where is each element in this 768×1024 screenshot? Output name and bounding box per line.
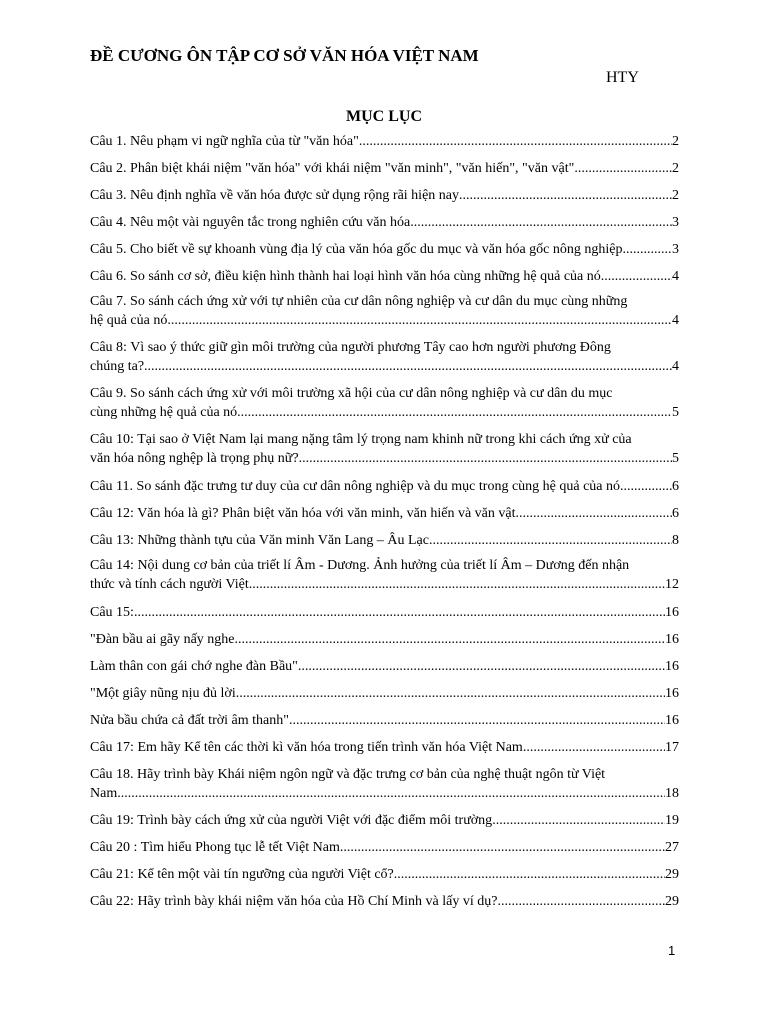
toc-dot-leader <box>167 311 672 330</box>
toc-entry <box>90 384 679 422</box>
toc-dot-leader <box>516 504 673 523</box>
toc-entry <box>90 738 679 757</box>
toc-dot-leader <box>299 449 672 468</box>
toc-dot-leader <box>394 865 665 884</box>
toc-dot-leader <box>492 811 665 830</box>
toc-entry <box>90 603 679 622</box>
toc-entry-text: Câu 15: <box>90 605 134 620</box>
toc-entry <box>90 504 679 523</box>
toc-page-number: 8 <box>672 533 679 548</box>
toc-entry-text: Câu 2. Phân biệt khái niệm "văn hóa" với khái niệm "văn minh", "văn hiến", "văn vật" <box>90 161 575 176</box>
toc-page-number: 12 <box>665 577 679 592</box>
toc-entry <box>90 556 679 594</box>
toc-page-number: 6 <box>672 479 679 494</box>
toc-entry <box>90 838 679 857</box>
toc-entry-text: Câu 8: Vì sao ý thức giữ gìn môi trường của người phương Tây cao hơn người phương Đông <box>90 340 611 355</box>
toc-entry <box>90 477 679 496</box>
toc-page-number: 29 <box>665 867 679 882</box>
toc-dot-leader <box>134 603 665 622</box>
toc-page-number: 6 <box>672 506 679 521</box>
toc-entry <box>90 186 679 205</box>
toc-dot-leader <box>236 684 665 703</box>
toc-page-number: 2 <box>672 161 679 176</box>
toc-page-number: 3 <box>672 215 679 230</box>
toc-entry <box>90 765 679 803</box>
toc-entry-text: Câu 20 : Tìm hiểu Phong tục lễ tết Việt Nam <box>90 840 340 855</box>
toc-entry-text: chúng ta? <box>90 359 145 374</box>
toc-page-number: 19 <box>665 813 679 828</box>
toc-page-number: 3 <box>672 242 679 257</box>
toc-entry-text: Câu 3. Nêu định nghĩa về văn hóa được sử dụng rộng rãi hiện nay <box>90 188 459 203</box>
toc-entry-text: Câu 5. Cho biết về sự khoanh vùng địa lý của văn hóa gốc du mục và văn hóa gốc nông nghiệp. <box>90 242 626 257</box>
toc-entry <box>90 240 679 259</box>
toc-entry-text: "Đàn bầu ai gãy nấy nghe <box>90 632 235 647</box>
toc-entry-text: Nam <box>90 786 118 801</box>
toc-entry <box>90 338 679 376</box>
toc-dot-leader <box>459 186 672 205</box>
toc-entry <box>90 865 679 884</box>
toc-entry-text: Nửa bầu chứa cả đất trời âm thanh" <box>90 713 289 728</box>
toc-entry-text: cùng những hệ quả của nó <box>90 405 238 420</box>
toc-entry-text: Câu 19: Trình bày cách ứng xử của người Việt với đặc điểm môi trường <box>90 813 493 828</box>
toc-dot-leader <box>289 711 665 730</box>
toc-page-number: 4 <box>672 269 679 284</box>
toc-entry-text: Câu 14: Nội dung cơ bản của triết lí Âm - Dương. Ảnh hưởng của triết lí Âm – Dương đến nhận <box>90 558 630 573</box>
toc-entry <box>90 711 679 730</box>
toc-page-number: 16 <box>665 713 679 728</box>
toc-dot-leader <box>144 357 672 376</box>
page-number: 1 <box>668 943 676 958</box>
toc-page-number: 18 <box>665 786 679 801</box>
toc-entry <box>90 132 679 151</box>
toc-page-number: 16 <box>665 686 679 701</box>
toc-entry-text: Câu 22: Hãy trình bày khái niệm văn hóa của Hồ Chí Minh và lấy ví dụ? <box>90 894 498 909</box>
author-initials: HTY <box>606 69 639 86</box>
toc-entry-text: Câu 4. Nêu một vài nguyên tắc trong nghiên cứu văn hóa <box>90 215 411 230</box>
toc-heading: MỤC LỤC <box>346 108 422 125</box>
toc-entry-text: Câu 6. So sánh cơ sở, điều kiện hình thành hai loại hình văn hóa cùng những hệ quả của nó <box>90 269 601 284</box>
toc-page-number: 17 <box>665 740 679 755</box>
toc-entry <box>90 159 679 178</box>
toc-dot-leader <box>523 738 665 757</box>
toc-dot-leader <box>340 838 665 857</box>
toc-entry <box>90 267 679 286</box>
toc-dot-leader <box>601 267 672 286</box>
toc-entry-text: Làm thân con gái chớ nghe đàn Bầu" <box>90 659 298 674</box>
toc-entry-text: thức và tính cách người Việt <box>90 577 249 592</box>
toc-entry-text: Câu 18. Hãy trình bày Khái niệm ngôn ngữ và đặc trưng cơ bản của nghệ thuật ngôn từ Việt <box>90 767 606 782</box>
toc-dot-leader <box>624 477 672 496</box>
toc-entry <box>90 811 679 830</box>
document-title: ĐỀ CƯƠNG ÔN TẬP CƠ SỞ VĂN HÓA VIỆT NAM <box>90 46 479 65</box>
toc-entry-text: Câu 10: Tại sao ở Việt Nam lại mang nặng tâm lý trọng nam khinh nữ trong khi cách ứng xử của <box>90 432 632 447</box>
toc-page-number: 5 <box>672 405 679 420</box>
toc-entry <box>90 213 679 232</box>
toc-entry-text: Câu 7. So sánh cách ứng xử với tự nhiên của cư dân nông nghiệp và cư dân du mục cùng những <box>90 294 628 309</box>
toc-dot-leader <box>429 531 672 550</box>
toc-page-number: 5 <box>672 451 679 466</box>
toc-dot-leader <box>298 657 665 676</box>
toc-dot-leader <box>359 132 672 151</box>
toc-page-number: 2 <box>672 188 679 203</box>
toc-page-number: 4 <box>672 359 679 374</box>
toc-dot-leader <box>574 159 672 178</box>
toc-entry-text: Câu 12: Văn hóa là gì? Phân biệt văn hóa với văn minh, văn hiến và văn vật <box>90 506 516 521</box>
toc-entry-text: Câu 17: Em hãy Kể tên các thời kì văn hóa trong tiến trình văn hóa Việt Nam <box>90 740 523 755</box>
toc-entry <box>90 630 679 649</box>
toc-dot-leader <box>237 403 672 422</box>
toc-dot-leader <box>249 575 665 594</box>
toc-page-number: 29 <box>665 894 679 909</box>
toc-entry <box>90 292 679 330</box>
toc-entry-text: Câu 21: Kể tên một vài tín ngưỡng của người Việt cổ? <box>90 867 394 882</box>
toc-dot-leader <box>117 784 665 803</box>
toc-page-number: 16 <box>665 659 679 674</box>
toc-entry <box>90 892 679 911</box>
toc-entry-text: hệ quả của nó <box>90 313 168 328</box>
toc-entry <box>90 657 679 676</box>
toc-entry <box>90 531 679 550</box>
toc-entry <box>90 684 679 703</box>
toc-page-number: 16 <box>665 605 679 620</box>
toc-dot-leader <box>410 213 672 232</box>
toc-entry-text: Câu 1. Nêu phạm vi ngữ nghĩa của từ "văn hóa" <box>90 134 359 149</box>
toc-dot-leader <box>626 240 672 259</box>
toc-dot-leader <box>497 892 665 911</box>
toc-entry-text: "Một giây nũng nịu đủ lời <box>90 686 236 701</box>
toc-page-number: 2 <box>672 134 679 149</box>
toc-entry-text: Câu 11. So sánh đặc trưng tư duy của cư dân nông nghiệp và du mục trong cùng hệ quả của nó. <box>90 479 624 494</box>
toc-entry <box>90 430 679 468</box>
toc-dot-leader <box>235 630 666 649</box>
toc-entry-text: Câu 9. So sánh cách ứng xử với môi trường xã hội của cư dân nông nghiệp và cư dân du mục <box>90 386 613 401</box>
toc-page-number: 27 <box>665 840 679 855</box>
toc-entry-text: Câu 13: Những thành tựu của Văn minh Văn Lang – Âu Lạc <box>90 533 429 548</box>
toc-page-number: 4 <box>672 313 679 328</box>
toc-page-number: 16 <box>665 632 679 647</box>
toc-entry-text: văn hóa nông nghệp là trọng phụ nữ? <box>90 451 299 466</box>
